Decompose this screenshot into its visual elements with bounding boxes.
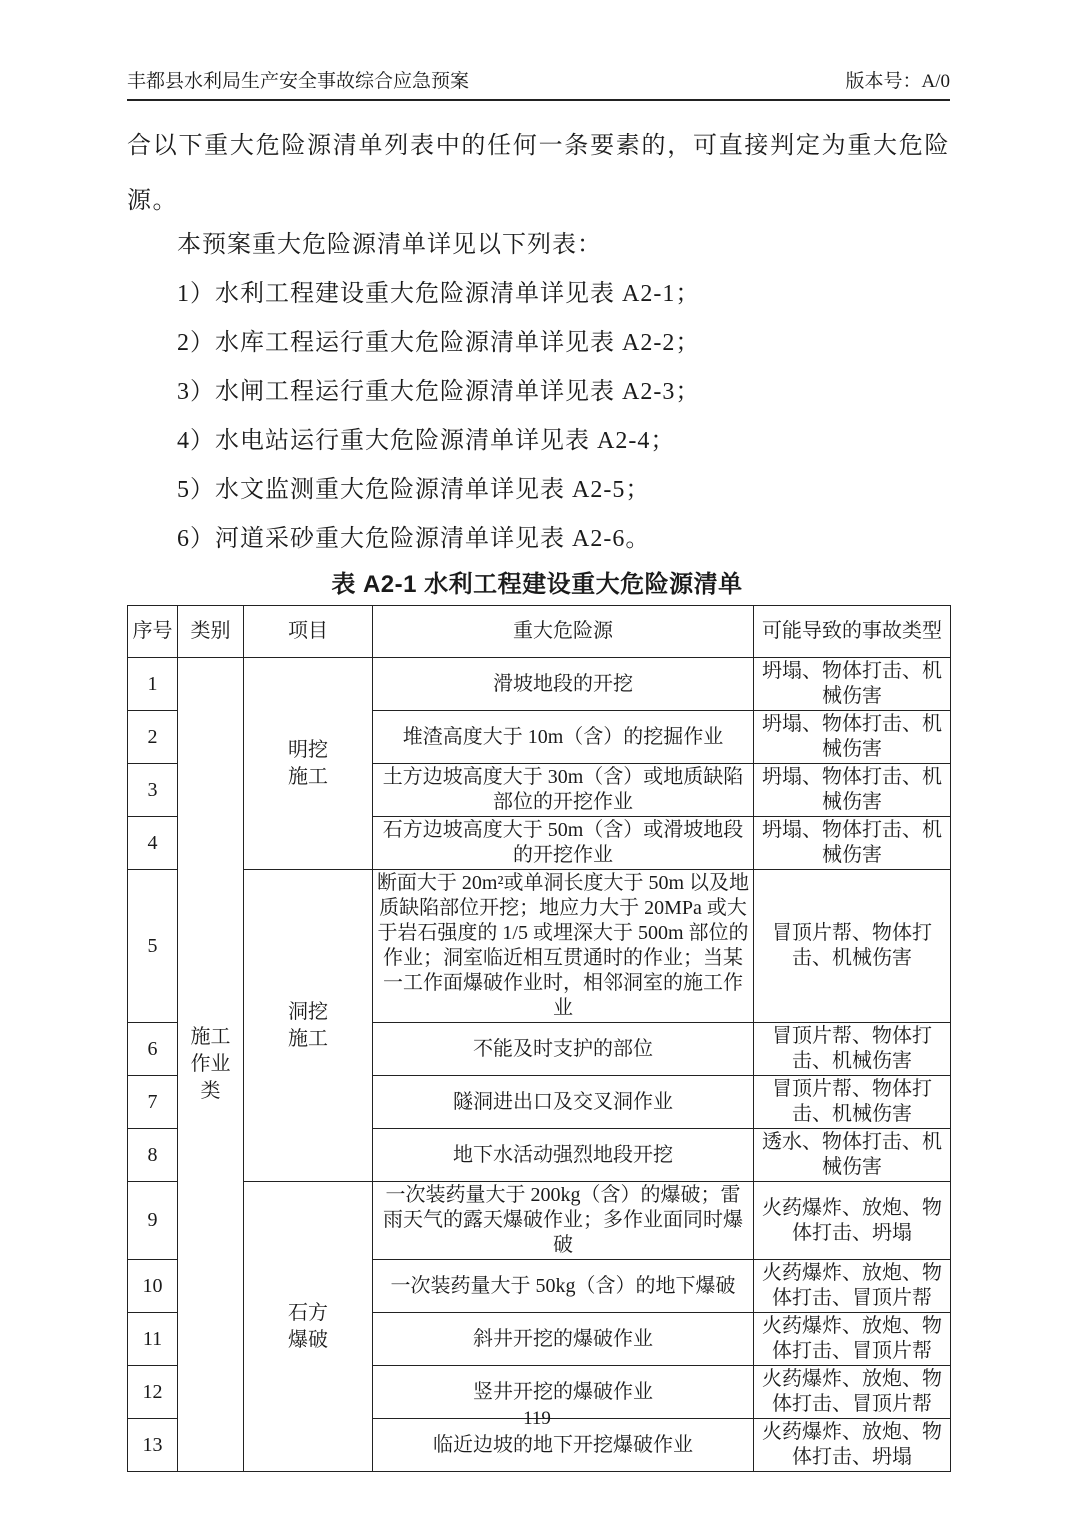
cell-danger: 斜井开挖的爆破作业 xyxy=(373,1313,754,1366)
cell-danger: 断面大于 20m²或单洞长度大于 50m 以及地质缺陷部位开挖；地应力大于 20MPa 或大于岩石强度的 1/5 或埋深大于 500m 部位的作业；洞室临近相互贯通时的作业；当某一工作面爆破作业时，相邻洞室的施工作业 xyxy=(373,870,754,1023)
col-header-project: 项目 xyxy=(244,606,373,658)
cell-no: 6 xyxy=(128,1023,178,1076)
cell-no: 12 xyxy=(128,1366,178,1419)
cell-project xyxy=(244,870,373,1182)
cell-accident: 坍塌、物体打击、机械伤害 xyxy=(754,764,951,817)
cell-no: 10 xyxy=(128,1260,178,1313)
cell-danger: 临近边坡的地下开挖爆破作业 xyxy=(373,1419,754,1472)
col-header-no: 序号 xyxy=(128,606,178,658)
list-item: 5）水文监测重大危险源清单详见表 A2-5； xyxy=(177,477,651,503)
cell-accident: 坍塌、物体打击、机械伤害 xyxy=(754,817,951,870)
col-header-accident: 可能导致的事故类型 xyxy=(754,606,951,658)
cell-danger: 石方边坡高度大于 50m（含）或滑坡地段的开挖作业 xyxy=(373,817,754,870)
cell-danger: 土方边坡高度大于 30m（含）或地质缺陷部位的开挖作业 xyxy=(373,764,754,817)
cell-accident: 火药爆炸、放炮、物体打击、坍塌 xyxy=(754,1419,951,1472)
cell-project xyxy=(244,658,373,870)
cell-accident: 火药爆炸、放炮、物体打击、冒顶片帮 xyxy=(754,1313,951,1366)
table-row xyxy=(128,1182,951,1260)
cell-no: 11 xyxy=(128,1313,178,1366)
paragraph-continuation: 合以下重大危险源清单列表中的任何一条要素的，可直接判定为重大危险源。 xyxy=(127,133,950,214)
col-header-category: 类别 xyxy=(178,606,244,658)
cell-accident: 坍塌、物体打击、机械伤害 xyxy=(754,658,951,711)
cell-accident: 火药爆炸、放炮、物体打击、冒顶片帮 xyxy=(754,1260,951,1313)
cell-danger: 滑坡地段的开挖 xyxy=(373,658,754,711)
cell-accident: 冒顶片帮、物体打击、机械伤害 xyxy=(754,870,951,1023)
list-item: 2）水库工程运行重大危险源清单详见表 A2-2； xyxy=(177,330,701,356)
cell-no: 8 xyxy=(128,1129,178,1182)
cell-danger: 竖井开挖的爆破作业 xyxy=(373,1366,754,1419)
cell-danger: 堆渣高度大于 10m（含）的挖掘作业 xyxy=(373,711,754,764)
cell-no: 1 xyxy=(128,658,178,711)
table-reference-list xyxy=(127,270,950,564)
page-number: 119 xyxy=(523,1408,551,1429)
project-label: 石方爆破 xyxy=(288,1301,328,1351)
cell-danger: 不能及时支护的部位 xyxy=(373,1023,754,1076)
cell-accident: 冒顶片帮、物体打击、机械伤害 xyxy=(754,1076,951,1129)
header-version: 版本号：A/0 xyxy=(845,71,950,92)
list-item: 3）水闸工程运行重大危险源清单详见表 A2-3； xyxy=(177,379,701,405)
cell-danger: 地下水活动强烈地段开挖 xyxy=(373,1129,754,1182)
project-label: 明挖施工 xyxy=(288,738,328,788)
cell-no: 2 xyxy=(128,711,178,764)
cell-accident: 火药爆炸、放炮、物体打击、坍塌 xyxy=(754,1182,951,1260)
hazard-table xyxy=(127,605,951,1472)
table-row xyxy=(128,870,951,1023)
paragraph-intro: 本预案重大危险源清单详见以下列表： xyxy=(177,232,602,258)
project-label: 洞挖施工 xyxy=(288,1000,328,1050)
cell-accident: 透水、物体打击、机械伤害 xyxy=(754,1129,951,1182)
header-doc-title: 丰都县水利局生产安全事故综合应急预案 xyxy=(127,71,470,92)
category-label: 施工作业类 xyxy=(190,1026,231,1102)
table-row xyxy=(128,658,951,711)
list-item: 6）河道采砂重大危险源清单详见表 A2-6。 xyxy=(177,526,651,552)
cell-danger: 一次装药量大于 50kg（含）的地下爆破 xyxy=(373,1260,754,1313)
cell-no: 9 xyxy=(128,1182,178,1260)
cell-no: 13 xyxy=(128,1419,178,1472)
cell-accident: 火药爆炸、放炮、物体打击、冒顶片帮 xyxy=(754,1366,951,1419)
cell-accident: 坍塌、物体打击、机械伤害 xyxy=(754,711,951,764)
page-header xyxy=(127,70,950,101)
col-header-danger: 重大危险源 xyxy=(373,606,754,658)
cell-category xyxy=(178,658,244,1472)
list-item: 4）水电站运行重大危险源清单详见表 A2-4； xyxy=(177,428,676,454)
cell-danger: 隧洞进出口及交叉洞作业 xyxy=(373,1076,754,1129)
cell-no: 3 xyxy=(128,764,178,817)
cell-no: 5 xyxy=(128,870,178,1023)
table-header-row xyxy=(128,606,951,658)
cell-no: 7 xyxy=(128,1076,178,1129)
cell-accident: 冒顶片帮、物体打击、机械伤害 xyxy=(754,1023,951,1076)
cell-no: 4 xyxy=(128,817,178,870)
table-title: 表 A2-1 水利工程建设重大危险源清单 xyxy=(331,571,743,598)
cell-danger: 一次装药量大于 200kg（含）的爆破；雷雨天气的露天爆破作业；多作业面同时爆破 xyxy=(373,1182,754,1260)
list-item: 1）水利工程建设重大危险源清单详见表 A2-1； xyxy=(177,281,701,307)
